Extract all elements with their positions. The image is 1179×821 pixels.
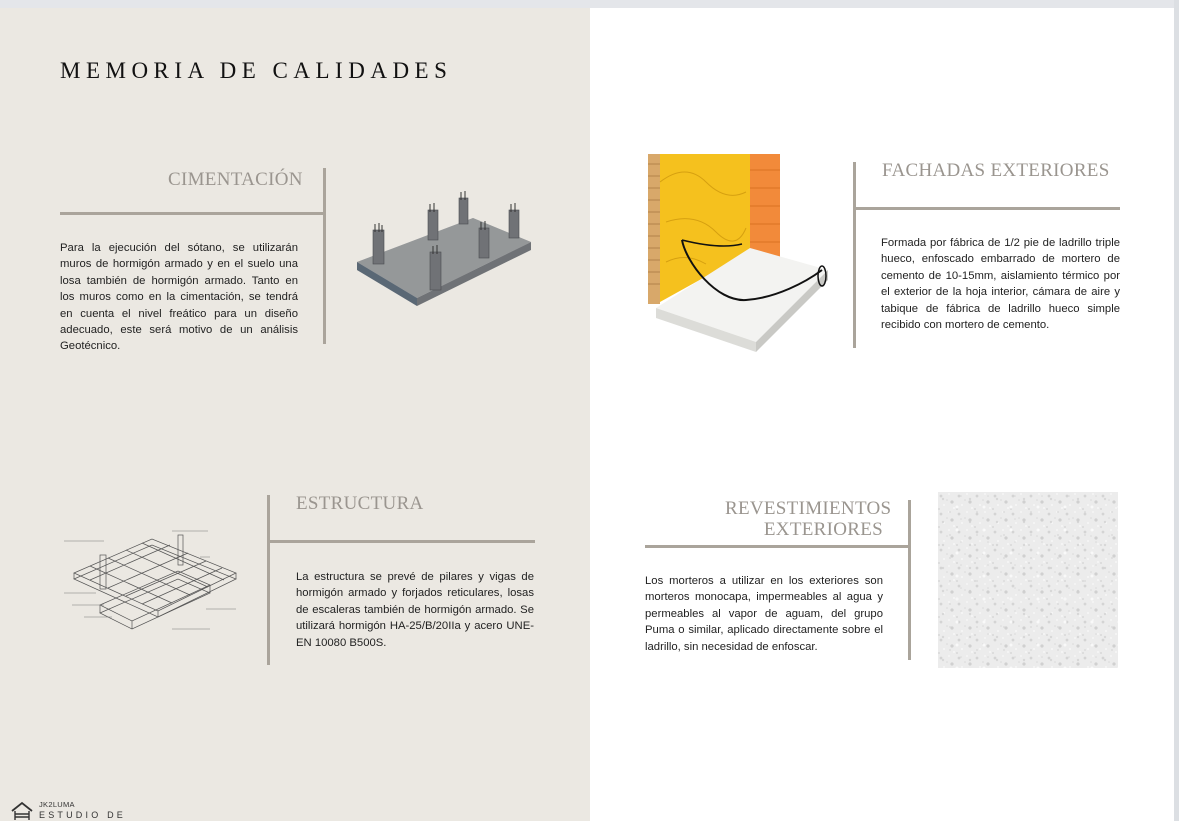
estructura-text: La estructura se prevé de pilares y vigas de hormigón armado y forjados reticulares, losas de escaleras también de hormigón armado. Se utilizará hormigón HA-25/B/20IIa y acero UNE-EN 10080 B500S. xyxy=(296,571,534,649)
estructura-heading: ESTRUCTURA xyxy=(296,493,424,514)
cimentacion-heading: CIMENTACIÓN xyxy=(168,169,303,190)
logo-name: JK2LUMA xyxy=(39,800,75,809)
fachadas-text: Formada por fábrica de 1/2 pie de ladrillo triple hueco, enfoscado embarrado de mortero de cemento de 10-15mm, aislamiento térmico por el exterior de la hoja interior, cámara de aire y tabique de fábrica de ladrillo hueco simple recibido con mortero de cemento. xyxy=(881,237,1120,332)
revestimientos-heading-line2: EXTERIORES xyxy=(763,519,883,540)
right-edge xyxy=(1174,0,1179,821)
cimentacion-divider xyxy=(323,168,326,344)
fachadas-divider xyxy=(853,162,856,348)
estructura-rule xyxy=(268,540,535,543)
fachadas-rule xyxy=(855,207,1120,210)
cimentacion-text: Para la ejecución del sótano, se utilizarán muros de hormigón armado y en el suelo una losa también de hormigón armado. Tanto en los muros como en la cimentación, se tendrá en cuenta el nivel freático para un diseño adecuado, este será motivo de un análisis Geotécnico. xyxy=(60,242,298,353)
foundation-slab-image xyxy=(355,190,533,310)
right-page xyxy=(590,8,1174,821)
left-page xyxy=(0,8,590,821)
house-logo-icon xyxy=(10,801,34,821)
structure-diagram-image xyxy=(60,525,240,640)
cimentacion-rule xyxy=(60,212,326,215)
document-title: MEMORIA DE CALIDADES xyxy=(60,58,453,83)
revestimientos-text: Los morteros a utilizar en los exteriores son morteros monocapa, impermeables al agua y permeables al vapor de aguam, del grupo Puma o similar, aplicado directamente sobre el ladrillo, sin necesidad de enfoscar. xyxy=(645,575,883,653)
revestimientos-divider xyxy=(908,500,911,660)
logo-tagline: ESTUDIO DE xyxy=(39,810,127,820)
revestimientos-rule xyxy=(645,545,911,548)
fachadas-heading: FACHADAS EXTERIORES xyxy=(882,160,1110,181)
facade-insulation-image xyxy=(646,152,830,354)
top-edge xyxy=(0,0,1179,8)
estructura-divider xyxy=(267,495,270,665)
revestimientos-heading-line1: REVESTIMIENTOS xyxy=(725,498,892,519)
studio-logo xyxy=(10,800,150,821)
stucco-texture-image xyxy=(938,492,1118,668)
